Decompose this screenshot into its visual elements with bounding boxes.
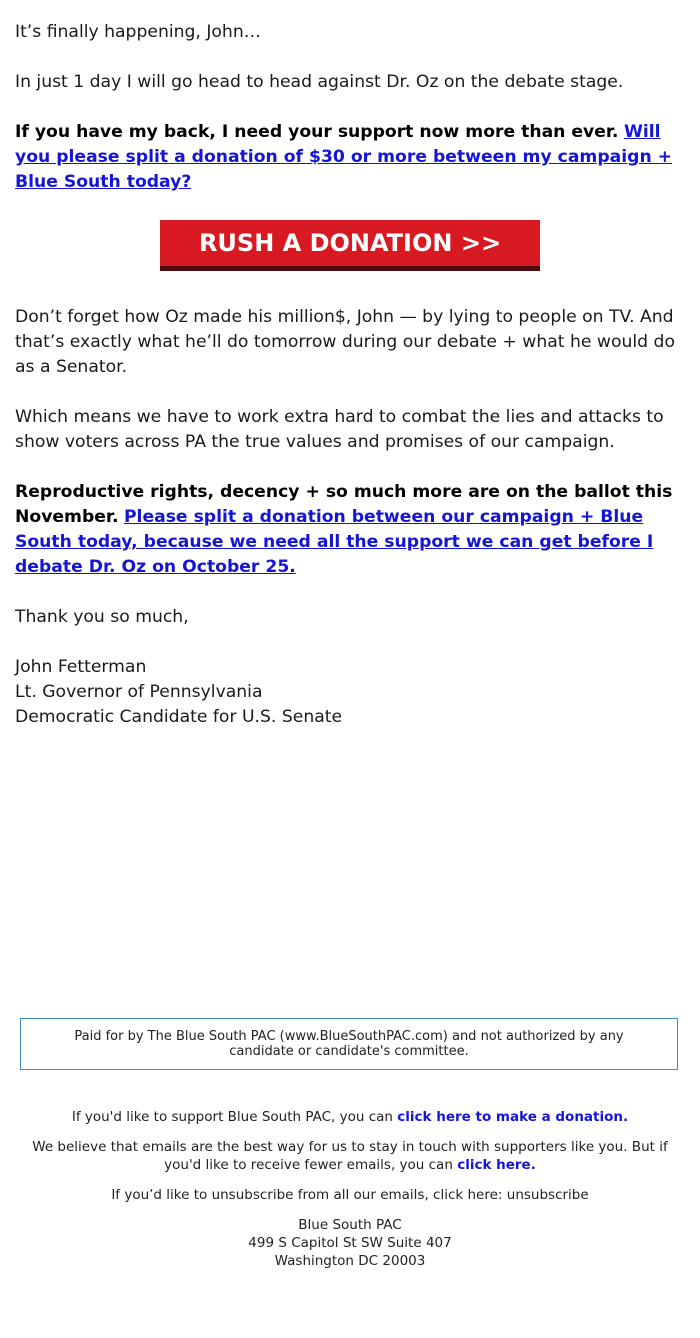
address-city: Washington DC 20003 [274, 1253, 426, 1269]
paragraph-support [15, 120, 687, 195]
donation-link-30[interactable]: Will you please split a donation of $30 or more between my campaign + Blue South today? [15, 122, 673, 192]
email-footer [20, 1108, 680, 1270]
footer-fewer-emails-link[interactable]: click here. [457, 1157, 536, 1173]
footer-fewer-text: We believe that emails are the best way for us to stay in touch with supporters like you. But if you'd like to receive fewer emails, you can [32, 1139, 668, 1173]
footer-unsubscribe [20, 1186, 680, 1204]
paragraph-work-hard: Which means we have to work extra hard to combat the lies and attacks to show voters across PA the true values and promises of our campaign. [15, 407, 664, 452]
disclaimer-text: Paid for by The Blue South PAC (www.BlueSouthPAC.com) and not authorized by any candidate or candidate's committee. [74, 1029, 624, 1059]
donation-link-split[interactable]: Please split a donation between our campaign + Blue South today, because we need all the support we can get before I debate Dr. Oz on October 25. [15, 507, 654, 577]
footer-donation-link[interactable]: click here to make a donation. [397, 1109, 629, 1125]
paid-for-disclaimer [20, 1018, 678, 1070]
signature-title-2: Democratic Candidate for U.S. Senate [15, 707, 343, 727]
greeting: It’s finally happening, John… [15, 22, 261, 42]
footer-support-text: If you'd like to support Blue South PAC, you can [71, 1109, 393, 1125]
address-street: 499 S Capitol St SW Suite 407 [248, 1235, 452, 1251]
signature-title-1: Lt. Governor of Pennsylvania [15, 682, 263, 702]
footer-fewer-emails [20, 1138, 680, 1174]
donate-button-wrapper [15, 220, 687, 270]
paragraph-debate: In just 1 day I will go head to head against Dr. Oz on the debate stage. [15, 72, 624, 92]
footer-address [20, 1216, 680, 1270]
unsubscribe-link[interactable]: unsubscribe [506, 1187, 589, 1203]
ballot-bold-text: Reproductive rights, decency + so much more are on the ballot this November. [15, 482, 673, 527]
email-body [15, 20, 687, 730]
footer-support [20, 1108, 680, 1126]
rush-donation-button[interactable]: RUSH A DONATION >> [160, 220, 540, 271]
footer-unsubscribe-text: If you’d like to unsubscribe from all our emails, click here: [111, 1187, 503, 1203]
paragraph-ballot [15, 480, 687, 580]
closing: Thank you so much, [15, 607, 189, 627]
signature-name: John Fetterman [15, 657, 147, 677]
address-org: Blue South PAC [298, 1217, 402, 1233]
paragraph-oz: Don’t forget how Oz made his million$, John — by lying to people on TV. And that’s exactly what he’ll do tomorrow during our debate + what he would do as a Senator. [15, 307, 675, 377]
signature [15, 655, 687, 730]
support-bold-text: If you have my back, I need your support now more than ever. [15, 122, 619, 142]
